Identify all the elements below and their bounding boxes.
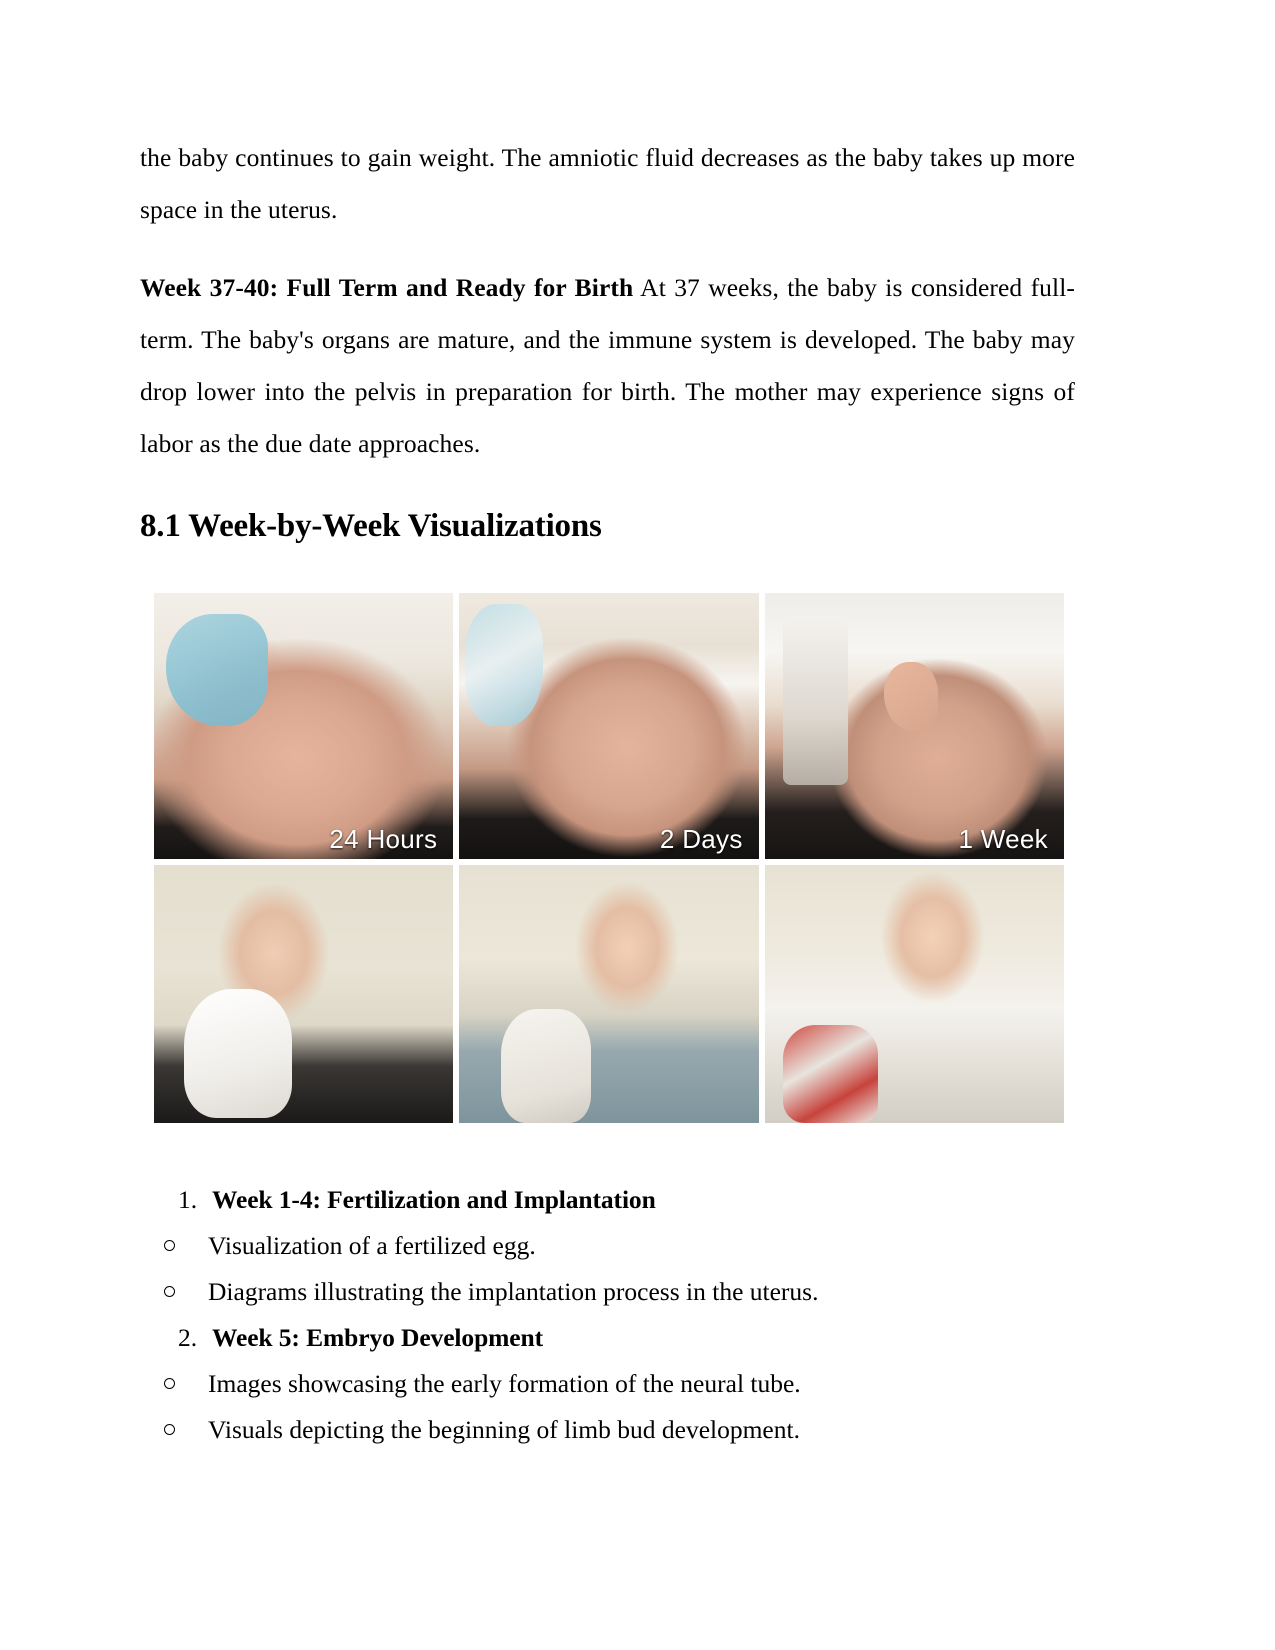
section-heading-8-1: 8.1 Week-by-Week Visualizations [140, 508, 602, 544]
photo-belly-2-days [459, 593, 758, 859]
sublist-text-implantation-diagrams: Diagrams illustrating the implantation process in the uterus. [208, 1277, 819, 1306]
collage-cell-mother-older-infant [765, 865, 1064, 1123]
collage-caption-2-days: 2 Days [659, 824, 743, 854]
figure-week-by-week-visualizations [154, 593, 1064, 1123]
photo-belly-1-week [765, 593, 1064, 859]
collage-cell-mother-infant [459, 865, 758, 1123]
sublist-item-limb-bud [140, 1407, 1075, 1453]
collage-row-bottom [154, 865, 1064, 1123]
photo-mother-infant [459, 865, 758, 1123]
postpartum-progress-collage [154, 593, 1064, 1123]
paragraph-week-37-40 [140, 262, 1075, 470]
page-content [140, 132, 1075, 1453]
sublist-week-1-4 [140, 1223, 1075, 1315]
list-title-week-5: Week 5: Embryo Development [212, 1323, 543, 1352]
sublist-text-neural-tube: Images showcasing the early formation of the neural tube. [208, 1369, 801, 1398]
photo-mother-newborn [154, 865, 453, 1123]
list-marker-1: 1. [178, 1185, 198, 1214]
sublist-week-5 [140, 1361, 1075, 1453]
photo-belly-24-hours [154, 593, 453, 859]
week-37-40-bold-lead: Week 37-40: Full Term and Ready for Birth [140, 273, 634, 302]
collage-caption-1-week: 1 Week [958, 824, 1048, 854]
sublist-item-implantation-diagrams [140, 1269, 1075, 1315]
list-item-week-1-4 [140, 1177, 1075, 1223]
photo-mother-older-infant [765, 865, 1064, 1123]
paragraph-amniotic-fluid: the baby continues to gain weight. The amniotic fluid decreases as the baby takes up more space in the uterus. [140, 143, 1075, 224]
collage-caption-24-hours: 24 Hours [329, 824, 438, 854]
collage-row-top [154, 593, 1064, 859]
circle-bullet-icon [164, 1286, 175, 1297]
week-37-40-body-text: At 37 weeks, the baby is considered full-term. The baby's organs are mature, and the immune system is developed. The baby may drop lower into the pelvis in preparation for birth. The mother may experience signs of labor as the due date approaches. [140, 273, 1075, 458]
list-title-week-1-4: Week 1-4: Fertilization and Implantation [212, 1185, 656, 1214]
week-visualization-list [140, 1177, 1075, 1453]
list-item-week-5 [140, 1315, 1075, 1361]
sublist-item-fertilized-egg [140, 1223, 1075, 1269]
collage-cell-1-week [765, 593, 1064, 859]
collage-cell-24-hours [154, 593, 453, 859]
circle-bullet-icon [164, 1240, 175, 1251]
collage-cell-2-days [459, 593, 758, 859]
sublist-text-fertilized-egg: Visualization of a fertilized egg. [208, 1231, 536, 1260]
circle-bullet-icon [164, 1424, 175, 1435]
sublist-item-neural-tube [140, 1361, 1075, 1407]
list-marker-2: 2. [178, 1323, 198, 1352]
circle-bullet-icon [164, 1378, 175, 1389]
collage-cell-mother-newborn [154, 865, 453, 1123]
sublist-text-limb-bud: Visuals depicting the beginning of limb bud development. [208, 1415, 800, 1444]
